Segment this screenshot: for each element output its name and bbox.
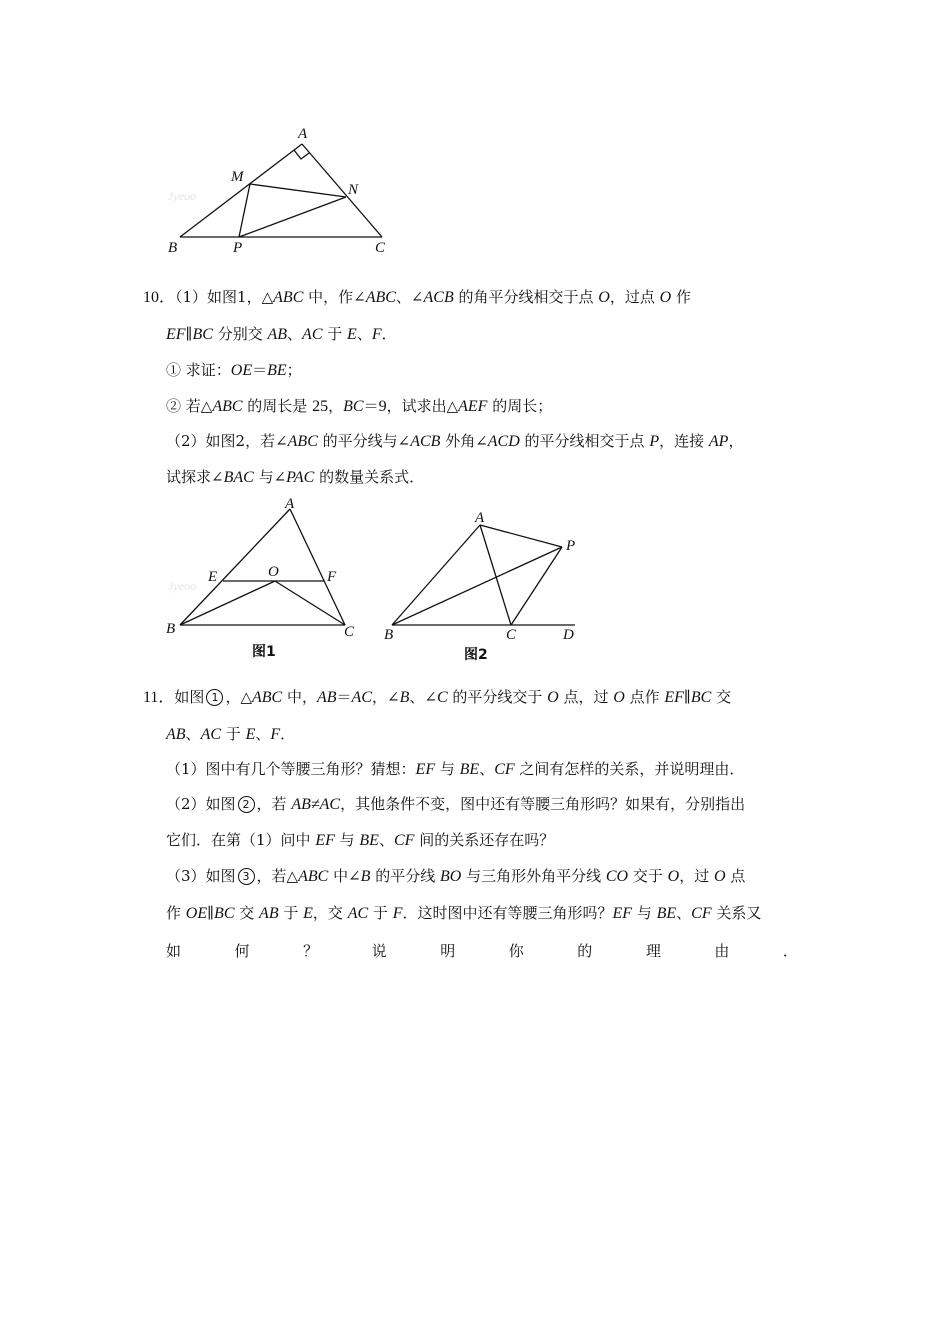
figure-1-caption: 图1: [252, 644, 276, 660]
segment-mn: [250, 184, 346, 197]
figure-2-caption: 图2: [464, 647, 488, 663]
label-c: C: [375, 240, 386, 256]
right-angle-mark: [294, 150, 309, 159]
q11-line-4: （2）如图 2 ，若 AB≠AC，其他条件不变，图中还有等腰三角形吗？如果有，分别指出: [166, 795, 746, 813]
label-p: P: [233, 240, 243, 256]
segment-ac: [302, 144, 382, 237]
q11-line-7: 作 OE∥BC 交 AB 于 E，交 AC 于 F．这时图中还有等腰三角形吗？EF 与 BE、CF 关系又: [166, 904, 762, 922]
figure-1: [160, 492, 375, 667]
segment-ap: [480, 525, 562, 547]
q10-line-3: ① 求证：OE＝BE；: [166, 361, 302, 379]
q11-number: 11．: [143, 689, 175, 706]
figure-top-watermark: Jyeoo: [168, 189, 196, 203]
q11-line-1: 11．如图 1 ，△ABC 中，AB＝AC，∠B、∠C 的平分线交于 O 点，过 O 点作 EF∥BC 交: [143, 688, 732, 706]
figure-top: [160, 120, 400, 260]
q10-line-5: （2）如图2，若∠ABC 的平分线与∠ACB 外角∠ACD 的平分线相交于点 P，连接 AP，: [166, 432, 744, 450]
figure-2-svg: [380, 505, 590, 670]
segment-ac: [480, 525, 511, 625]
segment-ba: [180, 144, 302, 237]
q11-line-2: AB、AC 于 E、F．: [166, 725, 296, 743]
label-b: B: [166, 621, 176, 637]
segment-pn: [239, 197, 346, 237]
label-c: C: [506, 627, 517, 643]
label-n: N: [348, 182, 359, 198]
circled-number-2: 2: [238, 796, 255, 813]
figure-1-watermark: Jyeoo: [168, 579, 196, 593]
q11-line-6: （3）如图 3 ，若△ABC 中∠B 的平分线 BO 与三角形外角平分线 CO 交于 O，过 O 点: [166, 867, 746, 885]
label-b: B: [168, 240, 178, 256]
label-a: A: [285, 496, 295, 512]
circled-number-3: 3: [238, 868, 255, 885]
circled-number-1: 1: [206, 689, 223, 706]
label-f: F: [327, 569, 337, 585]
label-a: A: [298, 126, 308, 142]
q10-line-4: ② 若△ABC 的周长是 25，BC＝9，试求出△AEF 的周长；: [166, 397, 553, 415]
segment-mp: [239, 184, 250, 237]
figure-top-svg: [160, 120, 400, 260]
label-a: A: [475, 510, 485, 526]
q11-line-5: 它们．在第（1）问中 EF 与 BE、CF 间的关系还存在吗？: [166, 831, 555, 849]
label-c: C: [344, 624, 355, 640]
label-e: E: [208, 569, 218, 585]
figure-1-svg: [160, 492, 375, 667]
q10-number: 10．: [143, 289, 176, 306]
label-o: O: [268, 564, 279, 580]
q11-line-3: （1）图中有几个等腰三角形？猜想：EF 与 BE、CF 之间有怎样的关系，并说明理由．: [166, 760, 745, 778]
label-m: M: [231, 169, 244, 185]
q10-line-1: 10．（1）如图1，△ABC 中，作∠ABC、∠ACB 的角平分线相交于点 O，过点 O 作: [143, 288, 691, 306]
q10-line-6: 试探求∠BAC 与∠PAC 的数量关系式．: [166, 468, 425, 486]
segment-ba: [392, 525, 480, 625]
q11-line-8: 如 何 ？ 说 明 你 的 理 由 ．: [166, 942, 798, 960]
label-p: P: [566, 538, 576, 554]
figure-2: [380, 505, 590, 670]
q10-line-2: EF∥BC 分别交 AB、AC 于 E、F．: [166, 325, 397, 343]
label-b: B: [384, 627, 394, 643]
label-d: D: [563, 627, 574, 643]
